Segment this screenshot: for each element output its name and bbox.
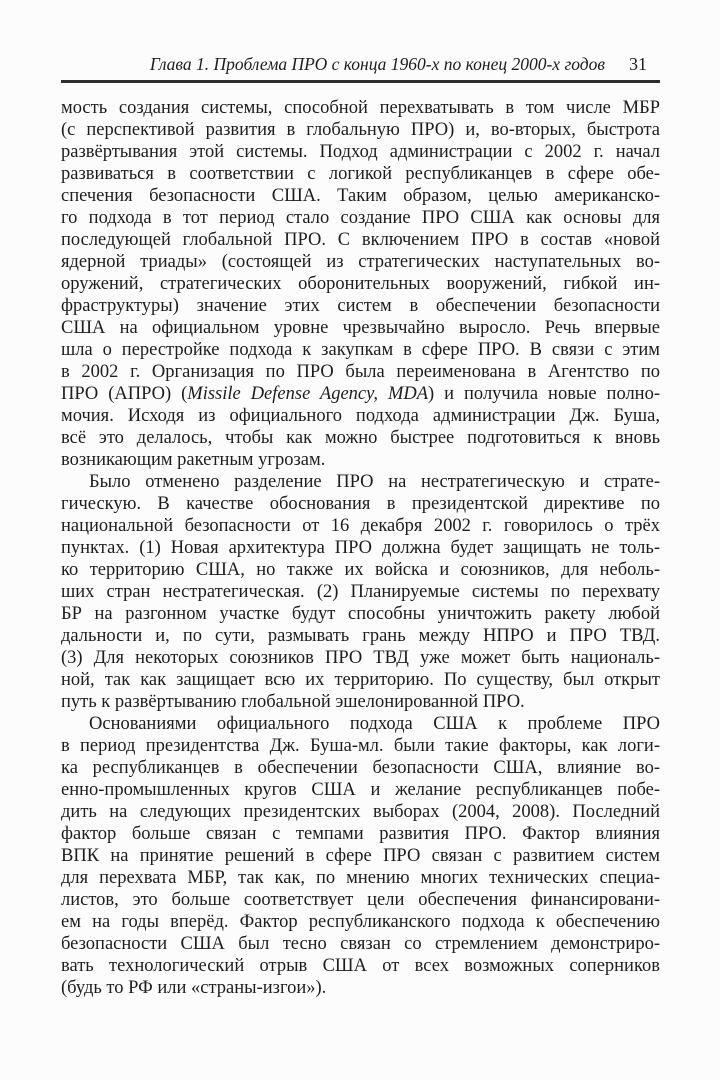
text-line: (3) Для некоторых союзников ПРО ТВД уже может быть националь- — [61, 648, 660, 668]
text-line: развёртывания этой системы. Подход администрации с 2002 г. начал — [61, 142, 660, 162]
text-line: развиваться в соответствии с логикой республиканцев в сфере обе- — [61, 164, 660, 184]
text-line: (будь то РФ или «страны-изгои»). — [61, 978, 327, 998]
text-line: шла о перестройке подхода к закупкам в сфере ПРО. В связи с этим — [61, 340, 660, 360]
text-line: пунктах. (1) Новая архитектура ПРО должна будет защищать не толь- — [61, 538, 660, 558]
text-line: енно-промышленных кругов США и желание республиканцев побе- — [61, 780, 660, 800]
text-line: го подхода в тот период стало создание ПРО США как основы для — [61, 208, 660, 228]
text-line: вать технологический отрыв США от всех возможных соперников — [61, 956, 660, 976]
text-line: фраструктуры) значение этих систем в обеспечении безопасности — [61, 296, 660, 316]
text-line: оружений, стратегических оборонительных вооружений, гибкой ин- — [61, 274, 660, 294]
body-text — [61, 97, 660, 999]
text-line: всё это делалось, чтобы как можно быстрее подготовиться к вновь — [61, 428, 660, 448]
text-line: спечения безопасности США. Таким образом, целью американско- — [61, 186, 660, 206]
text-line: дальности и, по сути, размывать грань между НПРО и ПРО ТВД. — [61, 626, 660, 646]
text-line: ПРО (АПРО) (Missile Defense Agency, MDA) и получила новые полно- — [61, 384, 660, 404]
page-number: 31 — [629, 54, 647, 74]
text-line: последующей глобальной ПРО. С включением ПРО в состав «новой — [61, 230, 660, 250]
text-line: национальной безопасности от 16 декабря 2002 г. говорилось о трёх — [61, 516, 660, 536]
text-line: для перехвата МБР, так как, по мнению многих технических специа- — [61, 868, 660, 888]
text-line: США на официальном уровне чрезвычайно выросло. Речь впервые — [61, 318, 660, 338]
text-line: Основаниями официального подхода США к проблеме ПРО — [89, 714, 660, 734]
text-line: гическую. В качестве обоснования в президентской директиве по — [61, 494, 660, 514]
chapter-header-title: Глава 1. Проблема ПРО с конца 1960-х по конец 2000-х годов — [149, 54, 605, 74]
text-line: ко территорию США, но также их войска и союзников, для неболь- — [61, 560, 660, 580]
text-line: фактор больше связан с темпами развития ПРО. Фактор влияния — [61, 824, 660, 844]
running-header — [61, 53, 660, 75]
text-line: путь к развёртыванию глобальной эшелонированной ПРО. — [61, 692, 525, 712]
text-line: ем на годы вперёд. Фактор республиканского подхода к обеспечению — [61, 912, 660, 932]
text-line: ших стран нестратегическая. (2) Планируемые системы по перехвату — [61, 582, 660, 602]
header-rule-divider — [61, 80, 660, 83]
text-line: мочия. Исходя из официального подхода администрации Дж. Буша, — [61, 406, 660, 426]
text-line: ядерной триады» (состоящей из стратегических наступательных во- — [61, 252, 660, 272]
text-line: БР на разгонном участке будут способны уничтожить ракету любой — [61, 604, 660, 624]
text-line: в период президентства Дж. Буша-мл. были такие факторы, как логи- — [61, 736, 660, 756]
text-line: ВПК на принятие решений в сфере ПРО связан с развитием систем — [61, 846, 660, 866]
text-line: ной, так как защищает всю их территорию. По существу, был открыт — [61, 670, 660, 690]
text-line: листов, это больше соответствует цели обеспечения финансировани- — [61, 890, 660, 910]
text-line: дить на следующих президентских выборах (2004, 2008). Последний — [61, 802, 660, 822]
text-line: (с перспективой развития в глобальную ПРО) и, во-вторых, быстрота — [61, 120, 660, 140]
text-line: безопасности США был тесно связан со стремлением демонстриро- — [61, 934, 660, 954]
text-line: ка республиканцев в обеспечении безопасности США, влияние во- — [61, 758, 660, 778]
text-line: в 2002 г. Организация по ПРО была переименована в Агентство по — [61, 362, 660, 382]
text-line: мость создания системы, способной перехватывать в том числе МБР — [61, 98, 660, 118]
text-line: возникающим ракетным угрозам. — [61, 450, 326, 470]
text-line: Было отменено разделение ПРО на нестратегическую и страте- — [89, 472, 660, 492]
